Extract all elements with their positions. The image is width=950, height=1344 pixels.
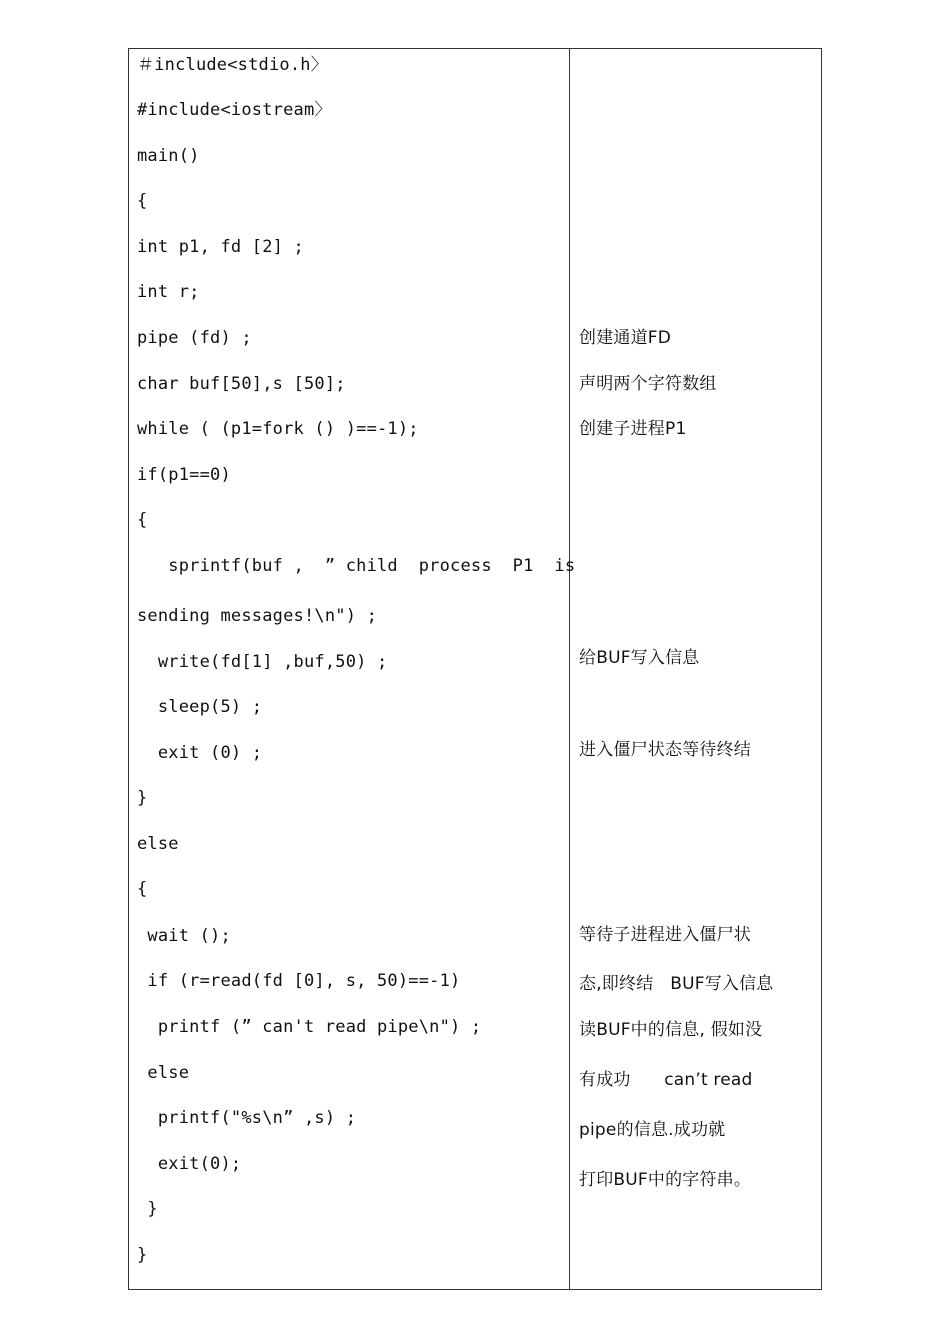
- code-line: int r;: [137, 282, 200, 302]
- code-line: {: [137, 191, 148, 211]
- code-line: char buf[50],s [50];: [137, 374, 346, 394]
- code-line: {: [137, 879, 148, 899]
- code-line: sending messages!\n") ;: [137, 606, 378, 626]
- code-line: sleep(5) ;: [137, 697, 263, 717]
- annotation-note: 态,即终结 BUF写入信息: [579, 974, 774, 994]
- code-line: wait ();: [137, 926, 231, 946]
- code-line: else: [137, 1063, 190, 1083]
- annotation-note: 等待子进程进入僵尸状: [579, 925, 751, 945]
- code-line: ＃include<stdio.h〉: [137, 55, 328, 75]
- annotation-note: 打印BUF中的字符串。: [579, 1170, 752, 1190]
- code-line: pipe (fd) ;: [137, 328, 252, 348]
- code-line: printf("%s\n” ,s) ;: [137, 1108, 357, 1128]
- code-line: {: [137, 510, 148, 530]
- code-line: }: [137, 1199, 158, 1219]
- annotation-note: 给BUF写入信息: [579, 648, 700, 668]
- code-line: else: [137, 834, 179, 854]
- column-divider: [569, 49, 570, 1289]
- code-line: int p1, fd [2] ;: [137, 237, 304, 257]
- code-line: exit (0) ;: [137, 743, 263, 763]
- code-line: while ( (p1=fork () )==-1);: [137, 419, 419, 439]
- code-annotation-table: [128, 48, 822, 1290]
- annotation-note: pipe的信息.成功就: [579, 1120, 726, 1140]
- annotation-note: 读BUF中的信息, 假如没: [579, 1020, 763, 1040]
- code-line: exit(0);: [137, 1154, 242, 1174]
- code-line: if(p1==0): [137, 465, 231, 485]
- annotation-note: 创建子进程P1: [579, 419, 687, 439]
- annotation-note: 创建通道FD: [579, 328, 672, 348]
- annotation-note: 声明两个字符数组: [579, 374, 717, 394]
- code-line: main(): [137, 146, 200, 166]
- code-line: printf (” can't read pipe\n") ;: [137, 1017, 482, 1037]
- code-line: if (r=read(fd [0], s, 50)==-1): [137, 971, 461, 991]
- code-line: #include<iostream〉: [137, 100, 332, 120]
- code-line: write(fd[1] ,buf,50) ;: [137, 652, 388, 672]
- code-line: }: [137, 1245, 148, 1265]
- annotation-note: 有成功 can’t read: [579, 1070, 753, 1090]
- annotation-note: 进入僵尸状态等待终结: [579, 740, 751, 760]
- code-line: }: [137, 788, 148, 808]
- code-line: sprintf(buf , ” child process P1 is: [137, 556, 576, 576]
